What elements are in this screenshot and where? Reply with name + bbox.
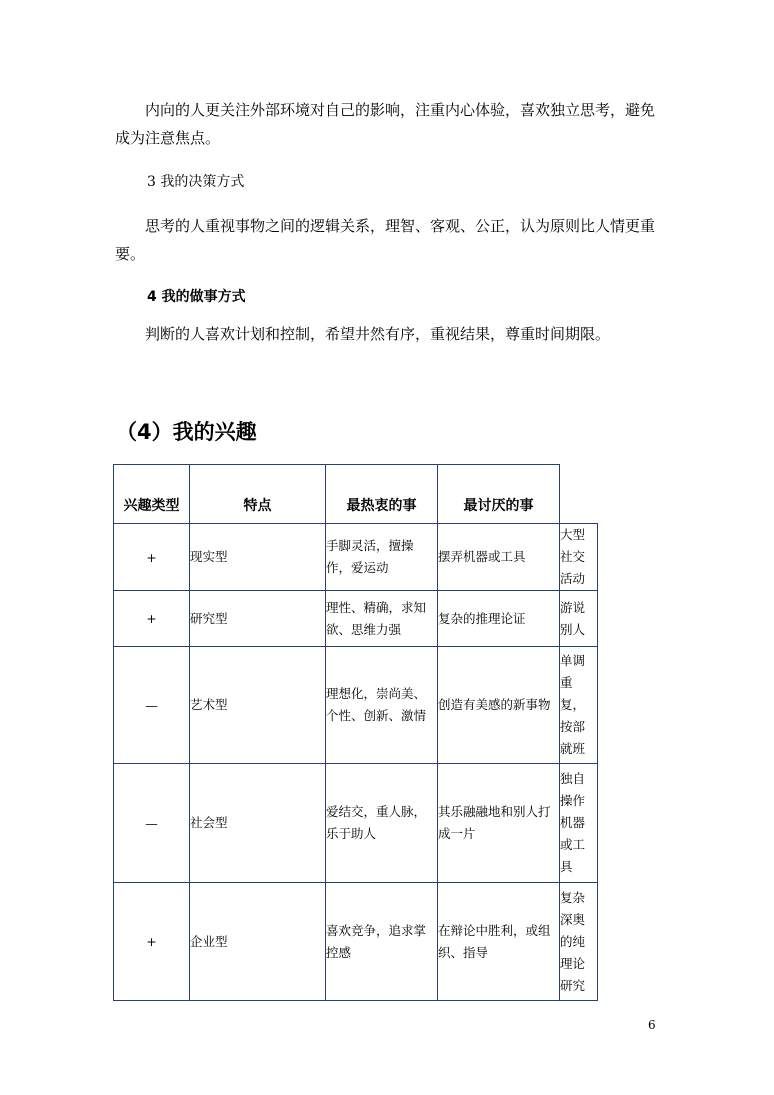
row-trait: 喜欢竞争，追求掌控感 (326, 883, 438, 1001)
row-trait: 理想化，崇尚美、个性、创新、激情 (326, 647, 438, 764)
table-row (114, 764, 598, 883)
row-favorite: 摆弄机器或工具 (438, 524, 560, 591)
row-dislike: 游说别人 (560, 591, 598, 647)
paragraph-thinking-text: 思考的人重视事物之间的逻辑关系，理智、客观、公正，认为原则比人情更重要。 (115, 217, 656, 263)
row-favorite: 其乐融融地和别人打成一片 (438, 764, 560, 883)
row-dislike: 单调重复，按部就班 (560, 647, 598, 764)
heading-decision-style: 3 我的决策方式 (147, 174, 245, 190)
header-favorite: 最热衷的事 (326, 465, 438, 524)
heading-work-style: 4 我的做事方式 (147, 289, 246, 305)
row-trait: 爱结交，重人脉，乐于助人 (326, 764, 438, 883)
page-number: 6 (648, 1018, 656, 1032)
row-dislike: 大型社交活动 (560, 524, 598, 591)
table-row (114, 524, 598, 591)
header-dislike: 最讨厌的事 (438, 465, 560, 524)
paragraph-introvert (115, 96, 663, 152)
row-sign: — (114, 764, 190, 883)
row-favorite: 在辩论中胜利，或组织、指导 (438, 883, 560, 1001)
row-dislike: 独自操作机器或工具 (560, 764, 598, 883)
table-row (114, 591, 598, 647)
section-title-interests: （4）我的兴趣 (116, 420, 257, 444)
row-dislike: 复杂深奥的纯理论研究 (560, 883, 598, 1001)
paragraph-thinking (115, 212, 663, 268)
row-type: 企业型 (190, 883, 326, 1001)
table-header-row (114, 465, 598, 524)
row-trait: 手脚灵活，擅操作，爱运动 (326, 524, 438, 591)
paragraph-introvert-text: 内向的人更关注外部环境对自己的影响，注重内心体验，喜欢独立思考，避免成为注意焦点。 (115, 101, 656, 147)
row-type: 艺术型 (190, 647, 326, 764)
paragraph-judging (115, 320, 663, 348)
row-sign: + (114, 524, 190, 591)
row-sign: — (114, 647, 190, 764)
row-sign: + (114, 883, 190, 1001)
row-trait: 理性、精确，求知欲、思维力强 (326, 591, 438, 647)
interest-table (113, 464, 598, 1001)
header-trait: 特点 (190, 465, 326, 524)
header-interest-type: 兴趣类型 (114, 465, 190, 524)
row-favorite: 创造有美感的新事物 (438, 647, 560, 764)
table-row (114, 647, 598, 764)
header-empty (560, 465, 598, 524)
row-type: 研究型 (190, 591, 326, 647)
row-type: 现实型 (190, 524, 326, 591)
row-type: 社会型 (190, 764, 326, 883)
row-sign: + (114, 591, 190, 647)
row-favorite: 复杂的推理论证 (438, 591, 560, 647)
paragraph-judging-text: 判断的人喜欢计划和控制，希望井然有序，重视结果，尊重时间期限。 (145, 325, 611, 343)
table-row (114, 883, 598, 1001)
